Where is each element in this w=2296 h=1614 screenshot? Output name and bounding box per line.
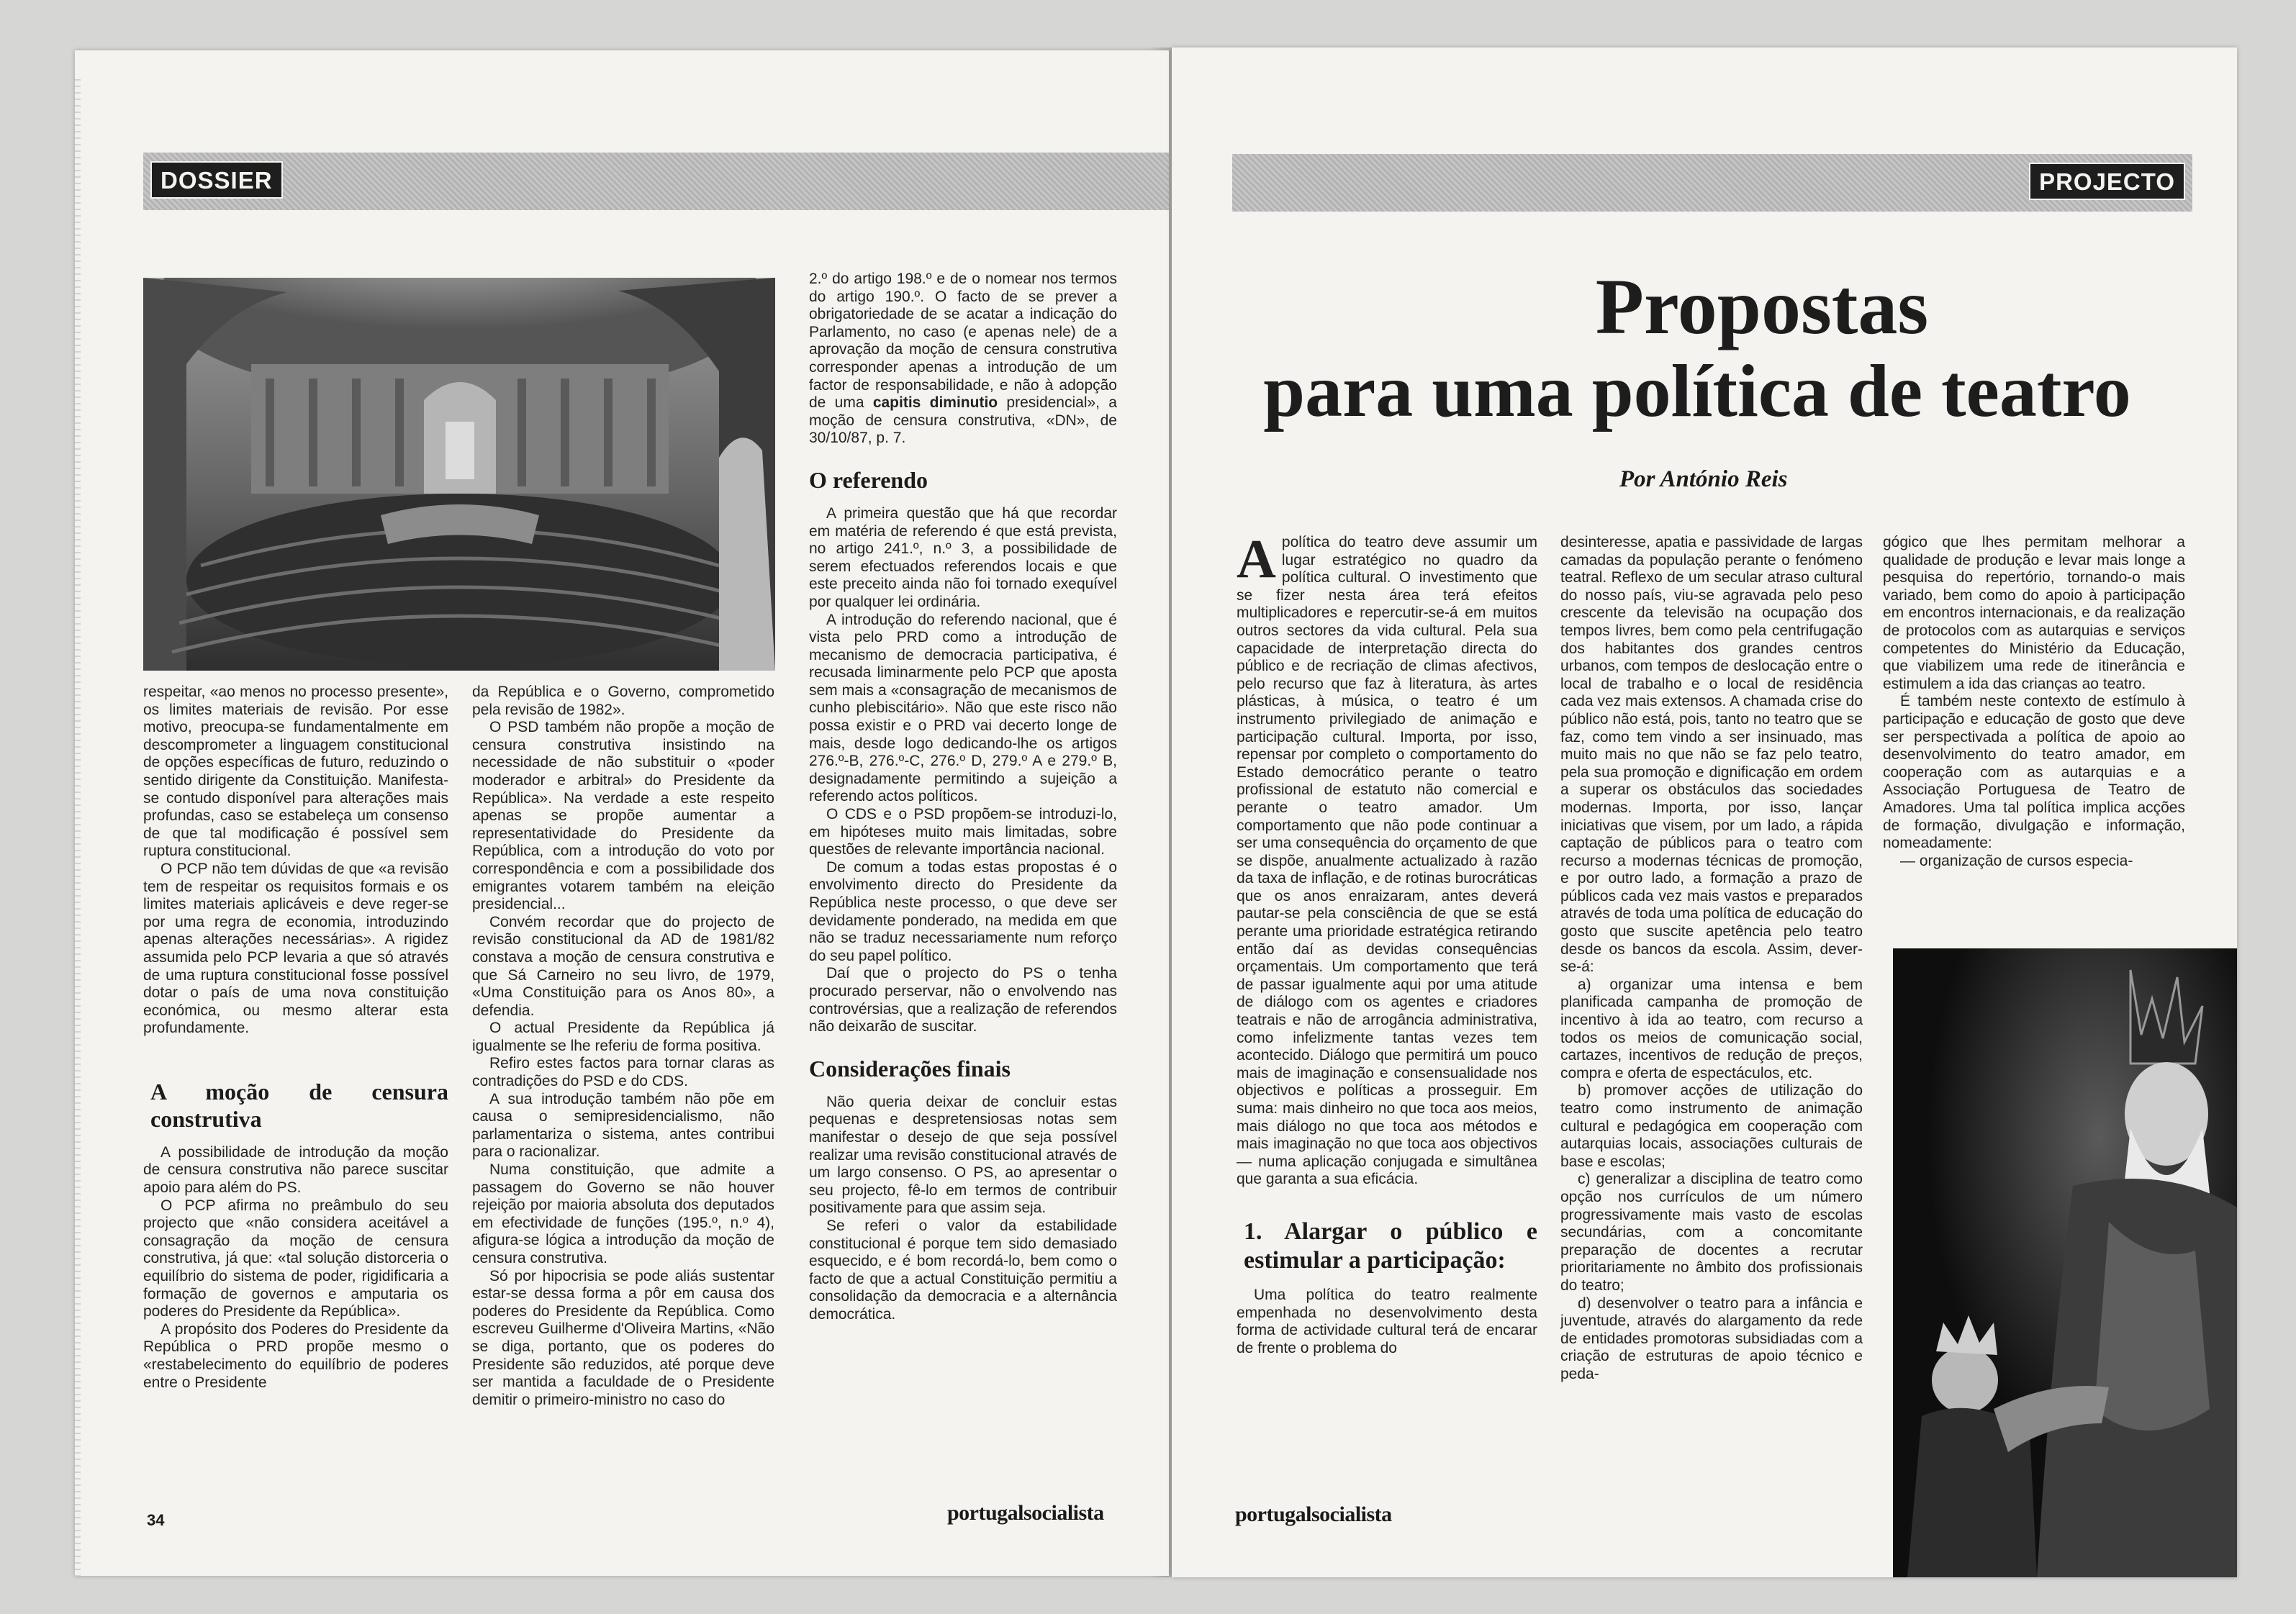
- paragraph: Só por hipocrisia se pode aliás sustentar estar-se dessa forma a pôr em causa dos poderes do Presidente da República. Como escreveu Guilherme d'Oliveira Martins, «Não se diga, portanto, que os poderes do Presidente são reduzidos, até porque deve ser mantida a faculdade de o Presidente demitir o primeiro-ministro no caso do: [472, 1267, 774, 1408]
- theatre-performance-photo: [1893, 948, 2237, 1577]
- left-column-2: [472, 684, 774, 1409]
- paragraph: da República e o Governo, comprometido pela revisão de 1982».: [472, 684, 774, 718]
- page-edge-stack: [75, 79, 81, 1576]
- list-item: c) generalizar a disciplina de teatro como opção nos currículos de um número progressivamente mais vasto de escolas secundárias, com a concomitante preparação de docentes a recrutar prioritariamente no âmbito dos profissionais do teatro;: [1560, 1171, 1863, 1294]
- section-heading: Considerações finais: [809, 1055, 1011, 1082]
- paragraph: Refiro estes factos para tornar claras as contradições do PSD e do CDS.: [472, 1055, 774, 1090]
- paragraph: O PSD também não propõe a moção de censura construtiva insistindo na necessidade de não substituir o «poder moderador e arbitral» do Presidente da República». Na verdade a este respeito apenas se propõe aumentar a representatividade do Presidente da República, com a introdução do voto por correspondência e com a possibilidade dos emigrantes votarem também na eleição presidencial...: [472, 719, 774, 913]
- section-heading: O referendo: [809, 466, 928, 493]
- masthead-footer: portugalsocialista: [947, 1501, 1104, 1525]
- list-item: a) organizar uma intensa e bem planificada campanha de promoção de incentivo à ida ao teatro, com recurso a todos os meios de comunicação social, cartazes, incentivos de redução de preços, compra e oferta de espectáculos, etc.: [1560, 976, 1863, 1082]
- page-number: 34: [147, 1511, 165, 1529]
- article-title-line-1: Propostas: [1595, 263, 1929, 350]
- paragraph: respeitar, «ao menos no processo presente», os limites materiais de revisão. Por esse motivo, preocupa-se fundamentalmente em descomprometer a linguagem constitucional de opções específicas de futuro, reduzindo o sentido dirigente da Constituição. Manifesta-se contudo disponível para alterações mais profundas, caso se estabeleça um consenso de que tal modificação é possível sem ruptura constitucional.: [143, 684, 448, 860]
- text-run: presidencial», a moção de censura construtiva, «DN», de 30/10/87, p. 7.: [809, 394, 1117, 447]
- section-heading: 1. Alargar o público e estimular a participação:: [1244, 1218, 1537, 1274]
- paragraph: Daí que o projecto do PS o tenha procurado perservar, não o envolvendo nas controvérsias, que a realização de referendos não deixarão de suscitar.: [809, 965, 1117, 1035]
- paragraph: É também neste contexto de estímulo à participação e educação de gosto que deve ser perspectivada a política de apoio ao desenvolvimento do teatro amador, em cooperação com as autarquias e a Associação Portuguesa de Teatro de Amadores. Uma tal política implica acções de formação, divulgação e informação, nomeadamente:: [1883, 693, 2185, 852]
- bold-text-run: capitis diminutio: [872, 394, 998, 412]
- paragraph: Numa constituição, que admite a passagem do Governo se não houver rejeição por maioria absoluta dos deputados em efectividade de funções (195.º, n.º 4), afigura-se lógica a introdução da moção de censura construtiva.: [472, 1161, 774, 1266]
- paragraph: A propósito dos Poderes do Presidente da República o PRD propõe mesmo o «restabelecimento do equilíbrio de poderes entre o Presidente: [143, 1320, 448, 1391]
- paragraph: O PCP afirma no preâmbulo do seu projecto que «não considera aceitável a consagração da moção de censura construtiva, já que: «tal solução distorceria o equilíbrio do sistema de poder, rigidificaria a formação de governos e amputaria os poderes do Presidente da República».: [143, 1197, 448, 1320]
- section-band: [143, 153, 1169, 210]
- list-item: d) desenvolver o teatro para a infância e juventude, através do alargamento da rede de entidades promotoras subsidiadas com a criação de estruturas de apoio técnico e peda-: [1560, 1295, 1863, 1382]
- byline: Por António Reis: [1619, 466, 1788, 492]
- right-column-1: [1237, 529, 1537, 1357]
- paragraph: Não queria deixar de concluir estas pequenas e despretensiosas notas sem manifestar o desejo de que seja possível realizar uma revisão constitucional através de um largo consenso. O PS, ao apresentar o seu projecto, fê-lo em termos de contribuir positivamente para que assim seja.: [809, 1093, 1117, 1217]
- paragraph: De comum a todas estas propostas é o envolvimento directo do Presidente da República neste processo, o que deve ser devidamente ponderado, na medida em que não se traduz necessariamente num reforço do seu papel político.: [809, 858, 1117, 964]
- paragraph: [1237, 529, 1537, 1189]
- paragraph: — organização de cursos especia-: [1900, 852, 2133, 869]
- theatre-performance-illustration: [1893, 948, 2237, 1577]
- right-page: [1172, 47, 2237, 1577]
- text-run: 2.º do artigo 198.º e de o nomear nos termos do artigo 190.º. O facto de se prever a obrigatoriedade de se acatar a indicação do Parlamento, no caso (e apenas nele) de a aprovação da moção de censura construtiva corresponder apenas a introdução de um factor de responsabilidade, e não à adopção de uma: [809, 271, 1117, 412]
- left-page: [75, 50, 1169, 1576]
- left-column-3: [809, 271, 1117, 1323]
- paragraph: Se referi o valor da estabilidade constitucional é porque tem sido demasiado esquecido, e é bom recordá-lo, bem como o facto de que a actual Constituição permitiu a consolidação da democracia e a alternância democrática.: [809, 1217, 1117, 1323]
- paragraph: A sua introdução também não põe em causa o semipresidencialismo, não parlamentariza o sistema, antes contribui para o racionalizar.: [472, 1090, 774, 1161]
- parliament-chamber-illustration: [143, 278, 775, 671]
- text-run: política do teatro deve assumir um lugar estratégico no quadro da política cultural. O investimento que se fizer nesta área terá efeitos multiplicadores e repercutir-se-á em muitos outros sectores da vida cultural. Pela sua capacidade de interpretação directa do público e de recriação de climas afectivos, pelo recurso que faz à literatura, às artes plásticas, à música, o teatro é um instrumento privilegiado de animação e participação cultural. Importa, por isso, repensar por completo o comportamento do Estado democrático perante o teatro profissional de estatuto não comercial e perante o teatro amador. Um comportamento que não pode continuar a ser uma consequência do orçamento de que se dispõe, anualmente actualizado à razão da taxa de inflação, e de rotinas burocráticas que os anos enraizaram, antes deverá pautar-se pela consciência de que se está perante uma prioridade estratégica retirando então daí as devidas consequências orçamentais. Um comportamento que terá de passar igualmente aqui por uma atitude de diálogo com os agentes e criadores teatrais e não de arrogância administrativa, como infelizmente tantas vezes tem acontecido. Diálogo que permitirá um pouco mais de imaginação e consensualidade nos objectivos e políticas a prosseguir. Em suma: mais dinheiro no que toca aos meios, mais diálogo no que toca aos métodos e mais imaginação no que toca aos objectivos — numa aplicação conjugada e simultânea que garanta a sua eficácia.: [1237, 534, 1537, 1188]
- paragraph: O actual Presidente da República já igualmente se lhe referiu de forma positiva.: [472, 1020, 774, 1054]
- section-label-dossier: DOSSIER: [150, 161, 283, 199]
- paragraph: desinteresse, apatia e passividade de largas camadas da população perante o fenómeno teatral. Reflexo de um secular atraso cultural do nosso país, viu-se agravada pelo peso crescente da televisão na ocupação dos tempos livres, bem como pela centrifugação dos habitantes dos grandes centros urbanos, com tempos de deslocação entre o local de trabalho e o local de residência cada vez mais extensos. A chamada crise do público não está, pois, tanto no teatro que se faz, como tem vindo a ser insinuado, mas muito mais no que não se faz pelo teatro, pela sua promoção e dignificação em ordem a superar os obstáculos das sociedades modernas. Importa, por isso, lançar iniciativas que visem, por um lado, a rápida captação de públicos para o teatro com recurso a modernas técnicas de promoção, e por outro lado, a formação a prazo de públicos cada vez mais vastos e preparados através de toda uma política de educação do gosto que suscite apetência pelo teatro desde os bancos da escola. Assim, dever-se-á:: [1560, 534, 1863, 976]
- masthead-footer: portugalsocialista: [1235, 1502, 1392, 1526]
- paragraph: A introdução do referendo nacional, que é vista pelo PRD como a introdução de mecanismo de democracia participativa, é recusada liminarmente pelo PCP que aposta sem mais a «consagração de mecanismos de cunho plebiscitário». Não que este risco não possa existir e o PRD vai decerto longe de mais, desde logo dedicando-lhe os artigos 276.º-B, 276.º-C, 276.º D, 279.º A e 279.º B, designadamente permitindo a sujeição a referendo actos políticos.: [809, 611, 1117, 805]
- article-title-line-2: para uma política de teatro: [1263, 350, 2131, 432]
- right-column-3: [1883, 534, 2185, 870]
- paragraph: A possibilidade de introdução da moção de censura construtiva não parece suscitar apoio para além do PS.: [143, 1143, 448, 1197]
- section-band: [1232, 154, 2192, 212]
- right-column-2: [1560, 534, 1863, 1384]
- paragraph: A primeira questão que há que recordar em matéria de referendo é que está prevista, no artigo 241.º, n.º 3, a possibilidade de serem efectuados referendos locais e que este preceito ainda não foi tornado exequível por qualquer lei ordinária.: [809, 504, 1117, 610]
- section-label-projecto: PROJECTO: [2029, 163, 2185, 200]
- paragraph: O CDS e o PSD propõem-se introduzi-lo, em hipóteses muito mais limitadas, sobre questões de relevante importância nacional.: [809, 806, 1117, 858]
- paragraph: Uma política do teatro realmente empenhada no desenvolvimento desta forma de actividade cultural terá de encarar de frente o problema do: [1237, 1286, 1537, 1356]
- parliament-chamber-photo: [143, 278, 775, 671]
- paragraph: O PCP não tem dúvidas de que «a revisão tem de respeitar os requisitos formais e os limites materiais aplicáveis e deve reger-se por uma regra de economia, introduzindo apenas alterações necessárias». A rigidez assumida pelo PCP levaria a que só através de uma ruptura constitucional fosse possível dotar o país de uma nova constituição económica, ou mesmo alterar esta profundamente.: [143, 860, 448, 1037]
- drop-cap: A: [1237, 529, 1276, 589]
- list-item: b) promover acções de utilização do teatro como instrumento de animação cultural e pedagógica em cooperação com autarquias locais, associações culturais de base e escolas;: [1560, 1082, 1863, 1170]
- paragraph: gógico que lhes permitam melhorar a qualidade de produção e levar mais longe a pesquisa do repertório, tornando-o mais variado, bem como do apoio à participação em encontros internacionais, e da realização de protocolos com as autarquias e serviços competentes do Ministério da Educação, que viabilizem uma rede de itinerância e estimulem a ida das crianças ao teatro.: [1883, 534, 2185, 692]
- paragraph: Convém recordar que do projecto de revisão constitucional da AD de 1981/82 constava a moção de censura construtiva e que Sá Carneiro no seu livro, de 1979, «Uma Constituição para os Anos 80», a defendia.: [472, 913, 774, 1019]
- section-heading: A moção de censura construtiva: [150, 1078, 448, 1132]
- left-column-1: [143, 684, 448, 1392]
- paragraph: [809, 271, 1117, 448]
